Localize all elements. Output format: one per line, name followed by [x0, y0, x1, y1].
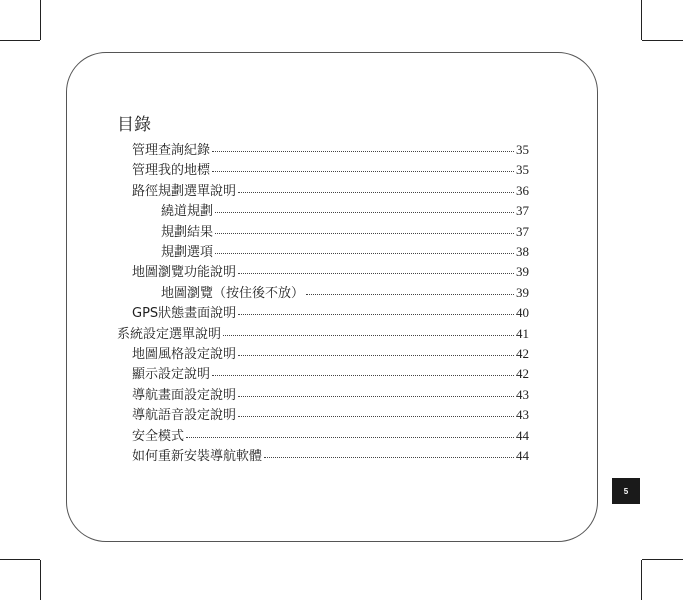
toc-entry-label: 地圖瀏覽功能說明 — [132, 265, 237, 281]
toc-entry[interactable] — [132, 425, 529, 445]
toc-entry[interactable] — [132, 180, 529, 200]
dot-leader — [306, 280, 514, 295]
toc-entry[interactable] — [132, 159, 529, 179]
dot-leader — [215, 239, 514, 254]
toc-entry-page: 42 — [516, 346, 529, 361]
toc-entry-label: 路徑規劃選單說明 — [132, 183, 237, 199]
toc-heading: 目錄 — [117, 115, 151, 135]
toc-entry-page: 42 — [516, 366, 529, 382]
dot-leader — [238, 259, 514, 274]
toc-entry-page: 44 — [516, 427, 529, 443]
toc-entry[interactable] — [132, 139, 529, 159]
toc-entry[interactable] — [161, 241, 529, 261]
toc-entry-page: 35 — [516, 142, 529, 157]
toc-entry[interactable] — [117, 323, 529, 343]
toc-entry-page: 37 — [516, 223, 529, 239]
toc-entry-page: 35 — [516, 162, 529, 178]
toc-entry-page: 36 — [516, 182, 529, 198]
toc-entry-label: 地圖瀏覽（按住後不放） — [161, 285, 305, 301]
toc-entry-label: 系統設定選單說明 — [117, 326, 222, 342]
toc-entry-page: 37 — [516, 203, 529, 219]
toc-entry[interactable] — [132, 363, 529, 383]
toc-entry-label: 管理查詢紀錄 — [132, 143, 211, 158]
toc-entry-page: 43 — [516, 407, 529, 423]
toc-entry-label: 管理我的地標 — [132, 163, 211, 179]
dot-leader — [238, 341, 514, 356]
dot-leader — [238, 402, 514, 417]
page-number-badge: 5 — [612, 478, 640, 504]
toc-entry[interactable] — [132, 404, 529, 424]
toc-entry-label: 導航畫面設定說明 — [132, 387, 237, 403]
dot-leader — [186, 423, 514, 438]
dot-leader — [215, 219, 514, 234]
dot-leader — [212, 361, 514, 376]
dot-leader — [223, 321, 514, 336]
toc-entry-label: 規劃結果 — [161, 224, 214, 240]
toc-entry-label: 安全模式 — [132, 428, 185, 444]
toc-entry-page: 44 — [516, 448, 529, 463]
toc-entry[interactable] — [161, 221, 529, 241]
toc-entry-label: 如何重新安裝導航軟體 — [132, 449, 263, 464]
dot-leader — [264, 443, 514, 458]
toc-entry-label: 地圖風格設定說明 — [132, 347, 237, 362]
toc-entry-label: 規劃選項 — [161, 245, 214, 260]
dot-leader — [212, 137, 514, 152]
toc-entry[interactable] — [132, 261, 529, 281]
toc-entry-page: 41 — [516, 325, 529, 341]
dot-leader — [238, 178, 514, 193]
toc-entry[interactable] — [161, 200, 529, 220]
toc-entry-label: GPS狀態畫面說明 — [132, 306, 237, 322]
toc-entry[interactable] — [132, 302, 529, 322]
toc-entry[interactable] — [132, 343, 529, 363]
toc-entry[interactable] — [132, 445, 529, 465]
toc-entry-page: 39 — [516, 284, 529, 300]
toc-entry-page: 39 — [516, 264, 529, 280]
toc-entry-page: 43 — [516, 386, 529, 402]
toc-entry[interactable] — [161, 282, 529, 302]
toc-entry-label: 繞道規劃 — [161, 204, 214, 220]
toc-entry[interactable] — [132, 384, 529, 404]
toc-entry-page: 38 — [516, 244, 529, 259]
toc-entry-page: 40 — [516, 305, 529, 321]
toc-entry-label: 顯示設定說明 — [132, 367, 211, 383]
dot-leader — [212, 157, 514, 172]
dot-leader — [238, 300, 514, 315]
toc-entry-label: 導航語音設定說明 — [132, 408, 237, 424]
dot-leader — [215, 198, 514, 213]
dot-leader — [238, 382, 514, 397]
